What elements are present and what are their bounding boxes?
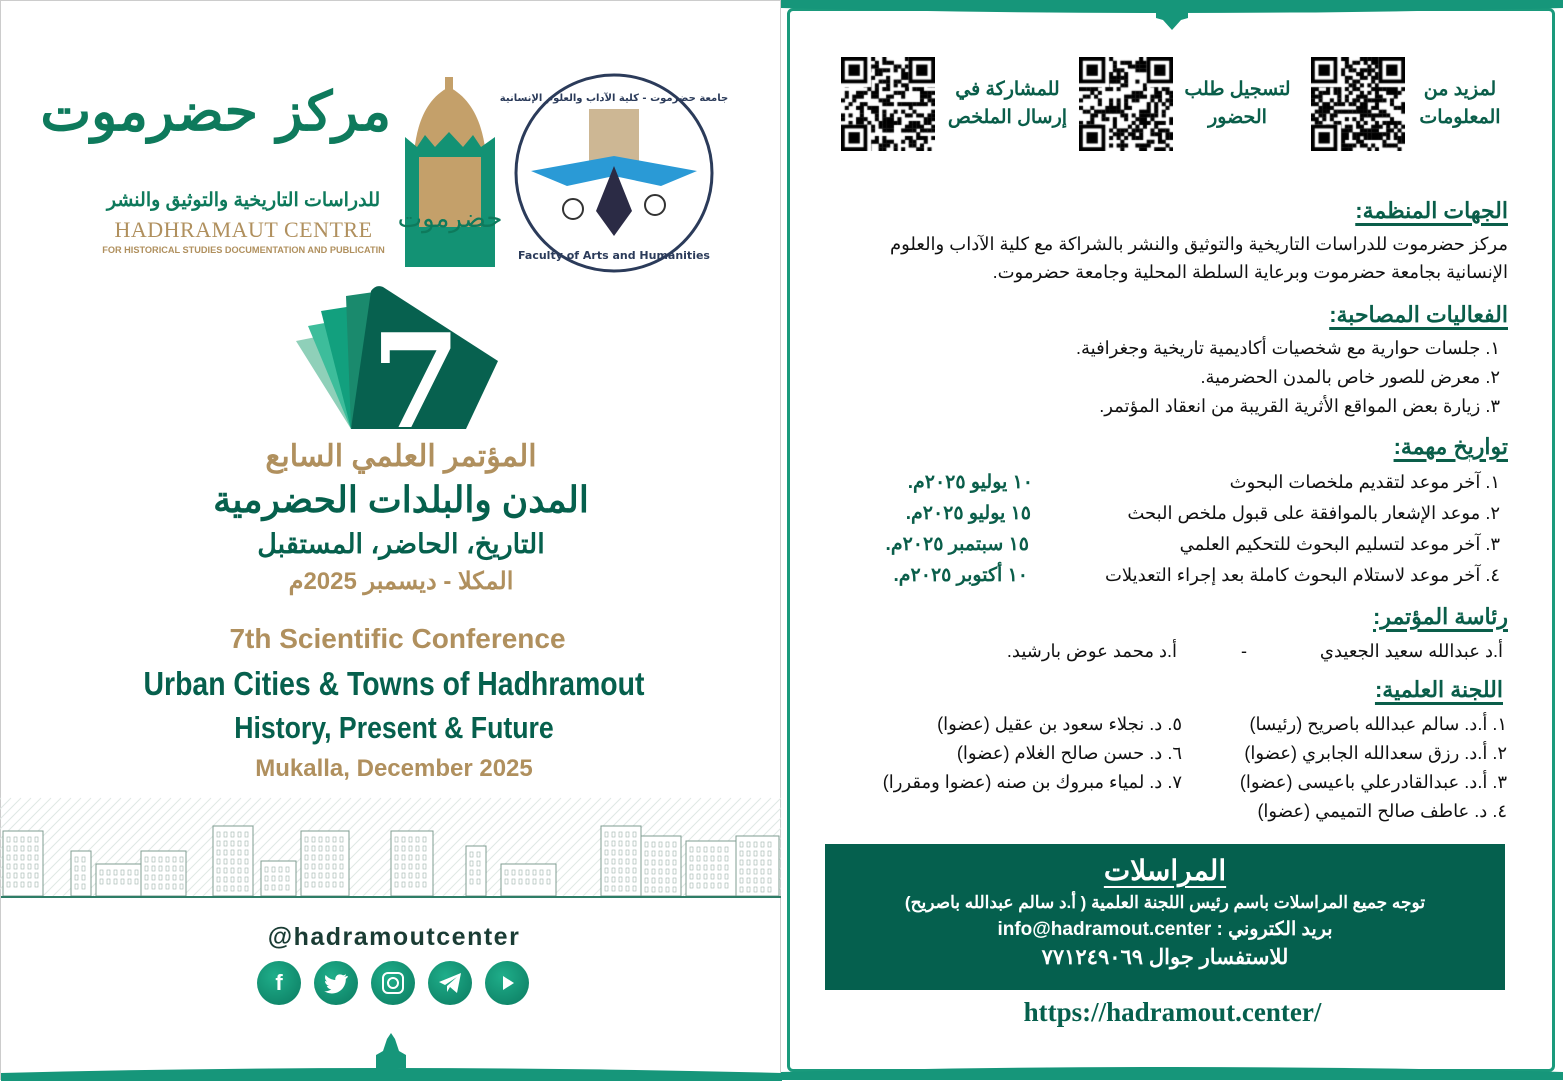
presidency-separator: - [1241, 641, 1247, 661]
correspondence-box [825, 844, 1505, 990]
date-item-value: ١٠ أكتوبر ٢٠٢٥م. [893, 565, 1028, 586]
conference-theme-ar: المدن والبلدات الحضرمية [213, 479, 589, 520]
activity-item: ٣. زيارة بعض المواقع الأثرية القريبة من انعقاد المؤتمر. [1099, 396, 1500, 416]
organizers-text-line2: الإنسانية بجامعة حضرموت وبرعاية السلطة المحلية وجامعة حضرموت. [992, 262, 1508, 282]
committee-member: ١. أ.د. سالم عبدالله باصريح (رئيسا) [1249, 714, 1507, 734]
website-link[interactable]: https://hadramout.center/ [1023, 997, 1322, 1027]
conference-subtitle-ar: التاريخ، الحاضر، المستقبل [257, 529, 545, 559]
conference-place-date-en: Mukalla, December 2025 [255, 755, 533, 782]
skyline-building [601, 826, 641, 896]
mukalla-skyline-illustration [1, 798, 781, 898]
svg-text:Faculty of Arts and Humanities: Faculty of Arts and Humanities [518, 249, 710, 262]
qr-code-attendance-registration[interactable] [1079, 57, 1173, 151]
date-item-label: ١. آخر موعد لتقديم ملخصات البحوث [1229, 472, 1500, 492]
seventh-edition-emblem [291, 281, 501, 458]
conference-subtitle-en: History, Present & Future [234, 710, 554, 745]
twitter-icon[interactable] [314, 961, 358, 1005]
correspondence-title: المراسلات [1103, 855, 1227, 886]
conference-title-en: 7th Scientific Conference [229, 623, 566, 654]
organizers-heading: الجهات المنظمة: [1355, 198, 1508, 223]
activity-item: ١. جلسات حوارية مع شخصيات أكاديمية تاريخية وجغرافية. [1075, 338, 1500, 358]
activity-item: ٢. معرض للصور خاص بالمدن الحضرمية. [1200, 367, 1500, 387]
bottom-ornament-right [781, 1052, 1563, 1080]
hadhramaut-centre-logo [40, 79, 391, 259]
skyline-building [71, 851, 91, 896]
bottom-ornament [1, 1033, 782, 1081]
skyline-building [3, 831, 43, 896]
facebook-icon[interactable]: f [257, 961, 301, 1005]
conference-place-date-ar: المكلا - ديسمبر 2025م [288, 568, 514, 595]
important-dates-heading: تواريخ مهمة: [1393, 434, 1508, 459]
committee-member: ٣. أ.د. عبدالقادرعلي باعيسى (عضوا) [1239, 772, 1507, 792]
committee-member: ٤. د. عاطف صالح التميمي (عضوا) [1257, 801, 1507, 821]
conference-title-ar: المؤتمر العلمي السابع [265, 440, 537, 473]
committee-member: ٦. د. حسن صالح الغلام (عضوا) [956, 743, 1182, 763]
phone-label: للاستفسار جوال [1143, 946, 1289, 969]
correspondence-instruction: توجه جميع المراسلات باسم رئيس اللجنة العلمية ( أ.د سالم عبدالله باصريح) [904, 893, 1426, 912]
qr-label-registration: لتسجيل طلب الحضور [1184, 79, 1291, 128]
svg-text:حضرموت: حضرموت [397, 204, 503, 234]
email-link[interactable]: info@hadramout.center [997, 919, 1212, 940]
top-ornament [781, 0, 1563, 30]
date-item-value: ١٥ يوليو ٢٠٢٥م. [905, 503, 1031, 524]
front-cover-panel [0, 0, 781, 1080]
committee-member: ٥. د. نجلاء سعود بن عقيل (عضوا) [937, 714, 1182, 734]
phone-number[interactable]: ٧٧١٢٤٩٠٦٩ [1041, 946, 1144, 969]
svg-text:جامعة حضرموت - كلية الآداب وال: جامعة حضرموت - كلية الآداب والعلوم الإنسانية [499, 93, 729, 104]
committee-member: ٧. د. لمياء مبروك بن صنه (عضوا ومقررا) [882, 772, 1182, 792]
youtube-icon[interactable] [485, 961, 529, 1005]
presidency-heading: رئاسة المؤتمر: [1373, 604, 1508, 629]
faculty-arts-humanities-logo [499, 71, 729, 275]
email-label: بريد الكتروني : [1211, 919, 1333, 940]
hadhramaut-tower-emblem-icon [397, 77, 503, 267]
skyline-building [466, 846, 486, 896]
qr-label-more-info: لمزيد من المعلومات [1419, 79, 1501, 128]
conference-theme-en: Urban Cities & Towns of Hadhramout [143, 665, 645, 702]
skyline-building [501, 864, 556, 896]
president-name: أ.د عبدالله سعيد الجعيدي [1319, 641, 1503, 661]
telegram-icon[interactable] [428, 961, 472, 1005]
activities-heading: الفعاليات المصاحبة: [1329, 302, 1508, 327]
centre-logo-arabic-sub: للدراسات التاريخية والتوثيق والنشر [106, 190, 381, 211]
date-item-label: ٢. موعد الإشعار بالموافقة على قبول ملخص البحث [1127, 503, 1500, 523]
skyline-building [261, 861, 296, 896]
date-item-value: ١٠ يوليو ٢٠٢٥م. [907, 472, 1033, 493]
qr-label-submission: للمشاركة في إرسال الملخص [947, 79, 1068, 128]
email-line [825, 918, 1505, 941]
president-name: أ.د محمد عوض بارشيد. [1006, 641, 1177, 661]
instagram-icon[interactable] [371, 961, 415, 1005]
committee-member: ٢. أ.د. رزق سعدالله الجابري (عضوا) [1244, 743, 1507, 763]
date-item-label: ٤. آخر موعد لاستلام البحوث كاملة بعد إجراء التعديلات [1104, 565, 1500, 585]
phone-line [825, 945, 1505, 970]
scientific-committee-heading: اللجنة العلمية: [1374, 677, 1503, 702]
centre-logo-english-sub: FOR HISTORICAL STUDIES DOCUMENTATION AND PUBLICATIN [102, 245, 385, 255]
centre-logo-arabic-name: مركز حضرموت [40, 79, 391, 143]
organizers-text-line1: مركز حضرموت للدراسات التاريخية والتوثيق والنشر بالشراكة مع كلية الآداب والعلوم [889, 234, 1508, 254]
qr-code-abstract-submission[interactable] [841, 57, 935, 151]
edition-number: 7 [370, 305, 462, 458]
date-item-label: ٣. آخر موعد لتسليم البحوث للتحكيم العلمي [1179, 534, 1500, 554]
date-item-value: ١٥ سبتمبر ٢٠٢٥م. [885, 534, 1029, 555]
qr-code-more-information[interactable] [1311, 57, 1405, 151]
centre-logo-english-name: HADHRAMAUT CENTRE [114, 217, 373, 242]
social-handle[interactable]: @hadramoutcenter [267, 923, 521, 951]
skyline-building [213, 826, 253, 896]
